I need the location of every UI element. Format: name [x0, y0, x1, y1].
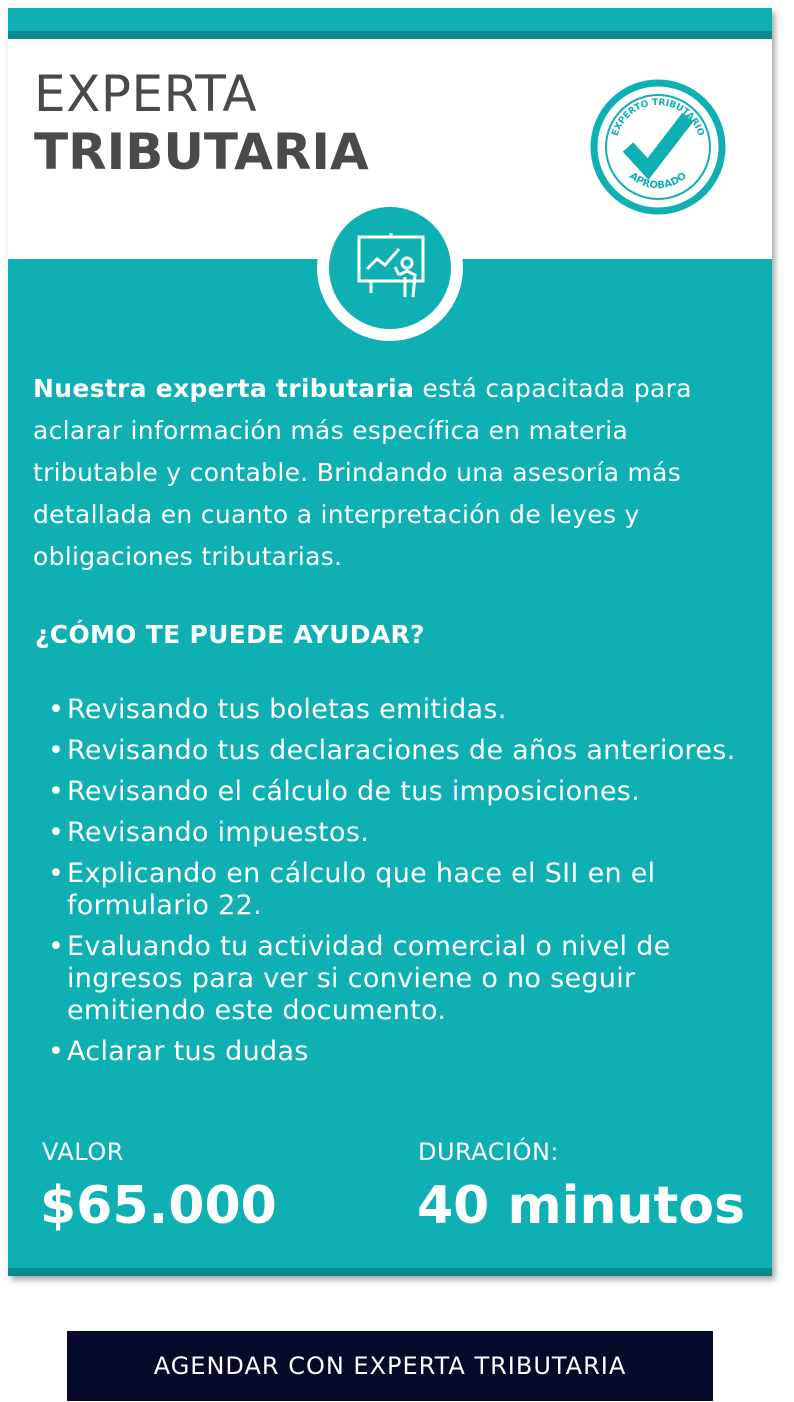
list-item: • Revisando tus boletas emitidas.	[48, 694, 507, 725]
list-item: • Revisando impuestos.	[48, 817, 370, 848]
price-label: VALOR	[42, 1138, 124, 1166]
list-item: • Revisando tus declaraciones de años anteriores.	[48, 735, 736, 766]
seal-top-text: EXPERTO TRIBUTARIO	[610, 97, 706, 138]
presentation-badge	[317, 195, 463, 341]
service-description	[33, 368, 748, 578]
price-value: $65.000	[40, 1176, 277, 1236]
duration-label: DURACIÓN:	[418, 1138, 560, 1166]
seal-bottom-text: APROBADO	[627, 170, 689, 192]
list-item: • Aclarar tus dudas	[48, 1036, 309, 1067]
title-line-1: EXPERTA	[34, 65, 258, 123]
service-card	[8, 8, 772, 1276]
description-lead: Nuestra experta tributaria	[33, 374, 415, 403]
list-item: • Explicando en cálculo que hace el SII en el formulario 22.	[48, 858, 656, 921]
help-heading: ¿CÓMO TE PUEDE AYUDAR?	[35, 620, 425, 649]
schedule-button[interactable]: AGENDAR CON EXPERTA TRIBUTARIA	[67, 1331, 713, 1401]
help-list	[48, 694, 748, 1077]
top-accent-strip	[8, 8, 772, 39]
svg-text:EXPERTO TRIBUTARIO	[611, 98, 706, 138]
list-item: • Evaluando tu actividad comercial o nivel de ingresos para ver si conviene o no seguir emitiendo este documento.	[48, 931, 671, 1026]
duration-value: 40 minutos	[417, 1176, 746, 1236]
description-text: está capacitada para aclarar información más específica en materia tributable y contable. Brindando una asesoría más detallada en cuanto a interpretación de leyes y obligaciones tributarias.	[33, 374, 692, 571]
svg-text:APROBADO	[627, 171, 689, 192]
presentation-chart-icon	[355, 231, 427, 303]
bottom-accent-strip	[8, 1268, 772, 1276]
list-item: • Revisando el cálculo de tus imposiciones.	[48, 776, 640, 807]
title-line-2: TRIBUTARIA	[34, 123, 369, 181]
approved-seal-icon	[588, 77, 728, 217]
